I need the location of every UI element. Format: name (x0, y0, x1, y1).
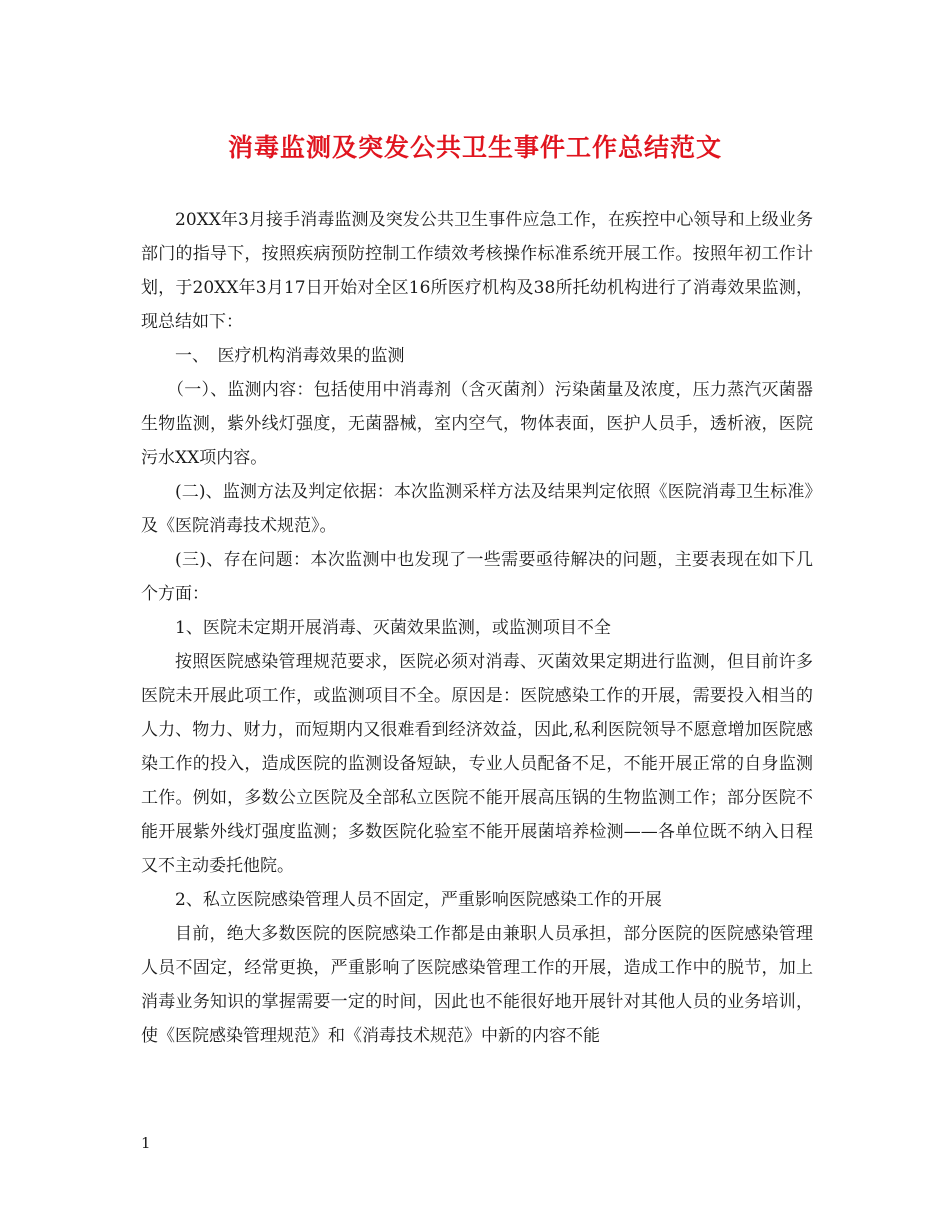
paragraph-intro: 20XX年3月接手消毒监测及突发公共卫生事件应急工作，在疾控中心领导和上级业务部门的指导下，按照疾病预防控制工作绩效考核操作标准系统开展工作。按照年初工作计划，于20XX年3月17日开始对全区16所医疗机构及38所托幼机构进行了消毒效果监测，现总结如下： (141, 210, 813, 332)
document-title: 消毒监测及突发公共卫生事件工作总结范文 (227, 133, 722, 162)
paragraph-problem-1-detail: 按照医院感染管理规范要求，医院必须对消毒、灭菌效果定期进行监测，但目前许多医院未开展此项工作，或监测项目不全。原因是：医院感染工作的开展，需要投入相当的人力、物力、财力，而短期内又很难看到经济效益，因此,私利医院领导不愿意增加医院感染工作的投入，造成医院的监测设备短缺，专业人员配备不足，不能开展正常的自身监测工作。例如，多数公立医院及全部私立医院不能开展高压锅的生物监测工作；部分医院不能开展紫外线灯强度监测；多数医院化验室不能开展菌培养检测——各单位既不纳入日程又不主动委托他院。 (141, 652, 813, 876)
heading-problem-2: 2、私立医院感染管理人员不固定，严重影响医院感染工作的开展 (175, 890, 662, 910)
document-body (141, 203, 813, 1053)
paragraph-monitoring-content: （一）、监测内容：包括使用中消毒剂（含灭菌剂）污染菌量及浓度，压力蒸汽灭菌器生物监测，紫外线灯强度，无菌器械，室内空气，物体表面，医护人员手，透析液，医院污水XX项内容。 (141, 380, 813, 468)
paragraph-problem-2-detail: 目前，绝大多数医院的医院感染工作都是由兼职人员承担，部分医院的医院感染管理人员不固定，经常更换，严重影响了医院感染管理工作的开展，造成工作中的脱节，加上消毒业务知识的掌握需要一定的时间，因此也不能很好地开展针对其他人员的业务培训，使《医院感染管理规范》和《消毒技术规范》中新的内容不能 (141, 924, 813, 1046)
page-number: 1 (141, 1134, 151, 1152)
paragraph-monitoring-method: (二)、监测方法及判定依据：本次监测采样方法及结果判定依照《医院消毒卫生标准》及《医院消毒技术规范》。 (141, 482, 813, 536)
paragraph-problems: (三)、存在问题：本次监测中也发现了一些需要亟待解决的问题，主要表现在如下几个方面： (141, 550, 813, 604)
heading-section-1: 一、 医疗机构消毒效果的监测 (175, 346, 405, 366)
heading-problem-1: 1、医院未定期开展消毒、灭菌效果监测，或监测项目不全 (175, 618, 611, 638)
